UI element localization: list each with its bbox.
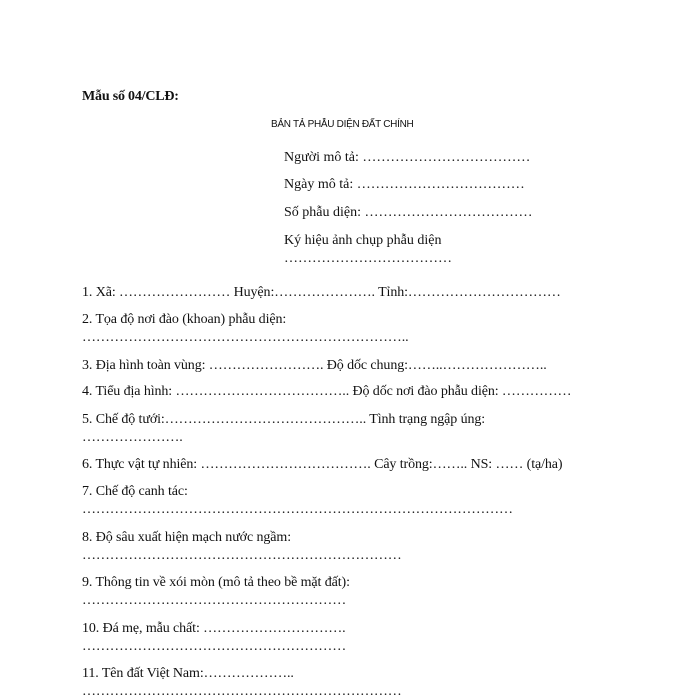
line-8-dots: ……………………………………………………………: [82, 548, 402, 563]
line-8-groundwater: 8. Độ sâu xuất hiện mạch nước ngầm:: [82, 530, 291, 545]
line-4-micro-terrain: 4. Tiểu địa hình: ……………………………….. Độ dốc nơi đào phẫu diện: ……………: [82, 384, 572, 399]
describer-field: Người mô tả: ………………………………: [284, 150, 531, 165]
form-code: Mẫu số 04/CLĐ:: [82, 89, 179, 104]
line-7-cultivation: 7. Chế độ canh tác:: [82, 484, 188, 499]
line-2-dots: ……………………………………………………………..: [82, 330, 409, 345]
document-title: BẢN TẢ PHẪU DIỆN ĐẤT CHÍNH: [271, 119, 414, 130]
line-5-dots: ………………….: [82, 430, 183, 445]
description-date-field: Ngày mô tả: ………………………………: [284, 177, 525, 192]
profile-number-field: Số phẫu diện: ………………………………: [284, 205, 533, 220]
photo-symbol-dots: ………………………………: [284, 251, 452, 266]
line-9-erosion: 9. Thông tin về xói mòn (mô tả theo bề mặt đất):: [82, 575, 350, 590]
line-7-dots: …………………………………………………………………………………: [82, 502, 513, 517]
line-1-location: 1. Xã: …………………… Huyện:…………………. Tỉnh:……………………………: [82, 285, 561, 300]
line-11-dots: ……………………………………………………………: [82, 684, 402, 699]
line-2-coordinates: 2. Tọa độ nơi đào (khoan) phẫu diện:: [82, 312, 287, 327]
line-11-soil-name: 11. Tên đất Việt Nam:………………..: [82, 666, 294, 681]
line-5-irrigation: 5. Chế độ tưới:…………………………………….. Tình trạng ngập úng:: [82, 412, 486, 427]
line-10-parent-rock: 10. Đá mẹ, mẫu chất: ………………………….: [82, 621, 346, 636]
photo-symbol-label: Ký hiệu ảnh chụp phẫu diện: [284, 233, 442, 248]
line-9-dots: …………………………………………………: [82, 593, 347, 608]
line-10-dots: …………………………………………………: [82, 639, 347, 654]
line-6-vegetation: 6. Thực vật tự nhiên: ………………………………. Cây trồng:…….. NS: …… (tạ/ha): [82, 457, 563, 472]
line-3-terrain: 3. Địa hình toàn vùng: ……………………. Độ dốc chung:……..…………………..: [82, 358, 547, 373]
